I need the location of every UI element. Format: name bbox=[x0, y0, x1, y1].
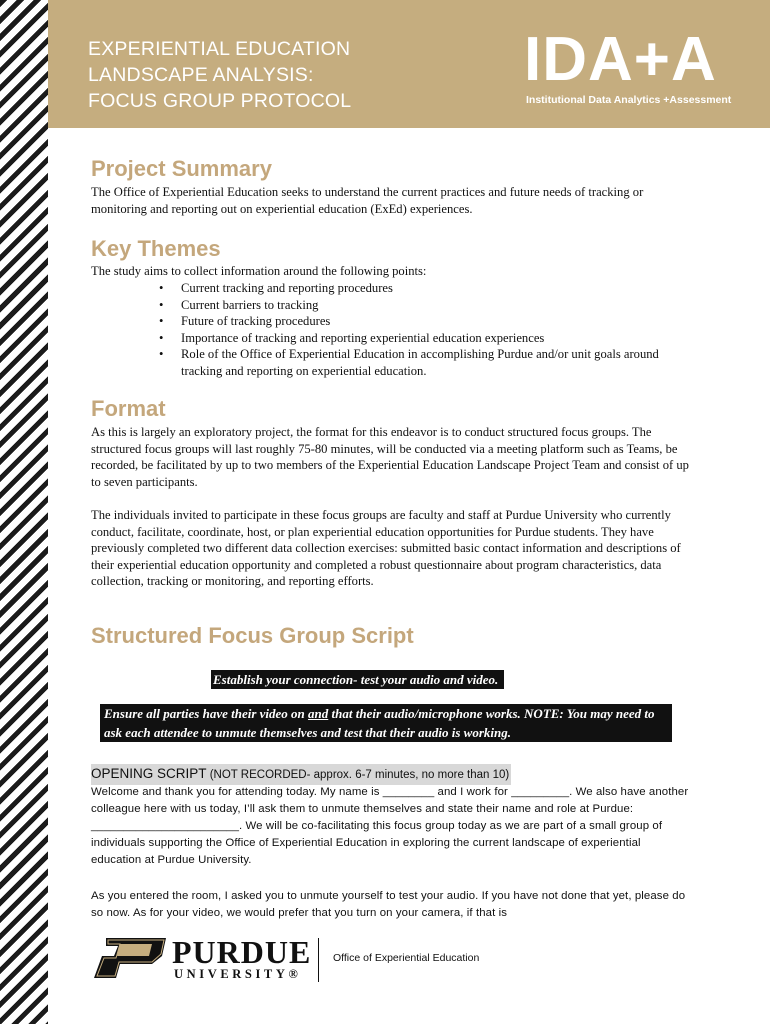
list-item: • Importance of tracking and reporting experiential education experiences bbox=[91, 330, 691, 347]
opening-script-title: OPENING SCRIPT bbox=[91, 766, 207, 781]
footer-divider bbox=[318, 938, 319, 982]
instruction-parties bbox=[100, 704, 672, 742]
instruction-connection: Establish your connection- test your audio and video. bbox=[211, 670, 504, 689]
format-heading: Format bbox=[91, 396, 166, 421]
university-wordmark: UNIVERSITY® bbox=[174, 967, 302, 981]
project-summary-heading: Project Summary bbox=[91, 156, 272, 181]
title-line-1: EXPERIENTIAL EDUCATION bbox=[88, 38, 351, 60]
instruction-parties-text-1: Ensure all parties have their video on bbox=[104, 706, 309, 721]
opening-script-note: (NOT RECORDED- approx. 6-7 minutes, no more than 10) bbox=[206, 769, 510, 781]
list-item: • Future of tracking procedures bbox=[91, 313, 691, 330]
document-title bbox=[88, 36, 351, 114]
key-themes-heading: Key Themes bbox=[91, 236, 221, 261]
script-heading: Structured Focus Group Script bbox=[91, 623, 414, 648]
purdue-wordmark: PURDUE bbox=[172, 934, 312, 970]
purdue-logo bbox=[92, 936, 322, 982]
instruction-parties-text-3: may need to ask each attendee to unmute themselves and test that their audio is working. bbox=[104, 706, 655, 740]
format-paragraph-1: As this is largely an exploratory project, the format for this endeavor is to conduct structured focus groups. The structured focus groups will last roughly 75-80 minutes, will be conducted via a meeting platform such as Teams, be recorded, be facilitated by up to two members of the Experiential Education Landscape Project Team and consist of up to seven participants. bbox=[91, 425, 689, 489]
project-summary-text: The Office of Experiential Education seeks to understand the current practices and future needs of tracking or monitoring and reporting out on experiential education (ExEd) experiences. bbox=[91, 185, 644, 216]
key-themes-list bbox=[91, 280, 691, 379]
idaa-logo bbox=[524, 25, 744, 114]
instruction-parties-underlined: and bbox=[308, 706, 329, 721]
format-paragraph-2: The individuals invited to participate in these focus groups are faculty and staff at Purdue University who currently conduct, facilitate, coordinate, host, or plan experiential education opportunities for Purdue students. They have previously completed two different data collection exercises: submitted basic contact information and descriptions of their experiential education opportunity and completed a robust questionnaire about program characteristics, data collection, tracking or monitoring, and reporting efforts. bbox=[91, 508, 681, 588]
purdue-p-icon bbox=[92, 936, 168, 980]
footer-office-name: Office of Experiential Education bbox=[333, 952, 480, 964]
idaa-logo-subtitle: Institutional Data Analytics +Assessment bbox=[526, 94, 732, 106]
instruction-parties-text-2: that their audio/microphone works. NOTE: You bbox=[328, 706, 588, 721]
audio-paragraph: As you entered the room, I asked you to unmute yourself to test your audio. If you have not done that yet, please do so now. As for your video, we would prefer that you turn on your camera, if that is bbox=[91, 890, 686, 919]
list-item: • Role of the Office of Experiential Education in accomplishing Purdue and/or unit goals around tracking and reporting on experiential education. bbox=[91, 346, 691, 379]
idaa-logo-text: IDA+A bbox=[524, 25, 717, 94]
list-item: • Current barriers to tracking bbox=[91, 297, 691, 314]
opening-paragraph: Welcome and thank you for attending today. My name is ________ and I work for _________. We also have another colleague here with us today, I’ll ask them to unmute themselves and state their name and role at Purdue: _______________________. We will be co-facilitating this focus group today as we are part of a small group of individuals supporting the Office of Experiential Education in exploring the current landscape of experiential education at Purdue University. bbox=[91, 786, 689, 866]
title-line-3: FOCUS GROUP PROTOCOL bbox=[88, 90, 352, 112]
list-item: • Current tracking and reporting procedures bbox=[91, 280, 691, 297]
title-line-2: LANDSCAPE ANALYSIS: bbox=[88, 64, 314, 86]
header-band bbox=[48, 0, 770, 128]
key-themes-intro: The study aims to collect information around the following points: bbox=[91, 264, 427, 278]
opening-script-label bbox=[91, 764, 511, 785]
decorative-stripe bbox=[0, 0, 48, 1024]
